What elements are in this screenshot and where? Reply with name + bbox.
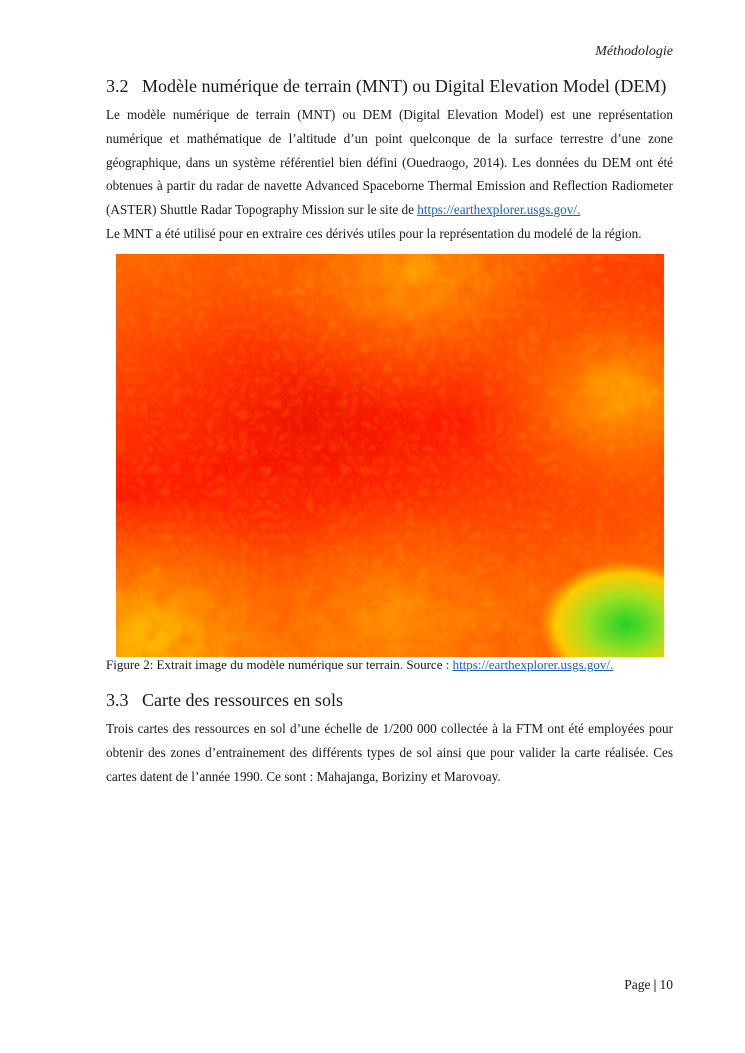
paragraph-dem [106, 103, 673, 246]
paragraph-soil-maps: Trois cartes des ressources en sol d’une échelle de 1/200 000 collectée à la FTM ont été employées pour obtenir des zones d’entrainement des différents types de sol ainsi que pour valider la carte réalisée. Ces cartes datent de l’année 1990. Ce sont : Mahajanga, Boriziny et Marovoay. [106, 721, 673, 784]
page-number: 10 [659, 977, 673, 992]
page-label: Page [624, 977, 651, 992]
paragraph-text: Le modèle numérique de terrain (MNT) ou DEM (Digital Elevation Model) est une représentation numérique et mathématique de l’altitude d’un point quelconque de la surface terrestre d’une zone géographique, dans un système référentiel bien défini (Ouedraogo, 2014). Les données du DEM ont été obtenues à partir du radar de navette Advanced Spaceborne Thermal Emission and Reflection Radiometer (ASTER) Shuttle Radar Topography Mission sur le site de [106, 107, 673, 218]
running-header: Méthodologie [595, 44, 673, 59]
dem-figure [116, 254, 664, 657]
paragraph-text-end: Le MNT a été utilisé pour en extraire ces dérivés utiles pour la représentation du modelé de la région. [106, 225, 642, 241]
caption-text: Figure 2: Extrait image du modèle numérique sur terrain. Source : [106, 657, 453, 672]
figure-caption [106, 657, 613, 673]
page-separator: | [653, 977, 657, 992]
caption-source-link[interactable]: https://earthexplorer.usgs.gov/. [452, 657, 614, 672]
section-title: Modèle numérique de terrain (MNT) ou Digital Elevation Model (DEM) [142, 76, 667, 96]
section-heading-3-2 [106, 76, 666, 97]
section-heading-3-3 [106, 690, 343, 711]
section-number: 3.2 [106, 76, 129, 96]
dem-elevation-image [116, 254, 664, 657]
highest-elevation-zone [116, 254, 664, 657]
page-footer [624, 977, 673, 993]
earthexplorer-link[interactable]: https://earthexplorer.usgs.gov/. [417, 202, 581, 218]
section-number: 3.3 [106, 690, 129, 710]
section-title: Carte des ressources en sols [142, 690, 343, 710]
